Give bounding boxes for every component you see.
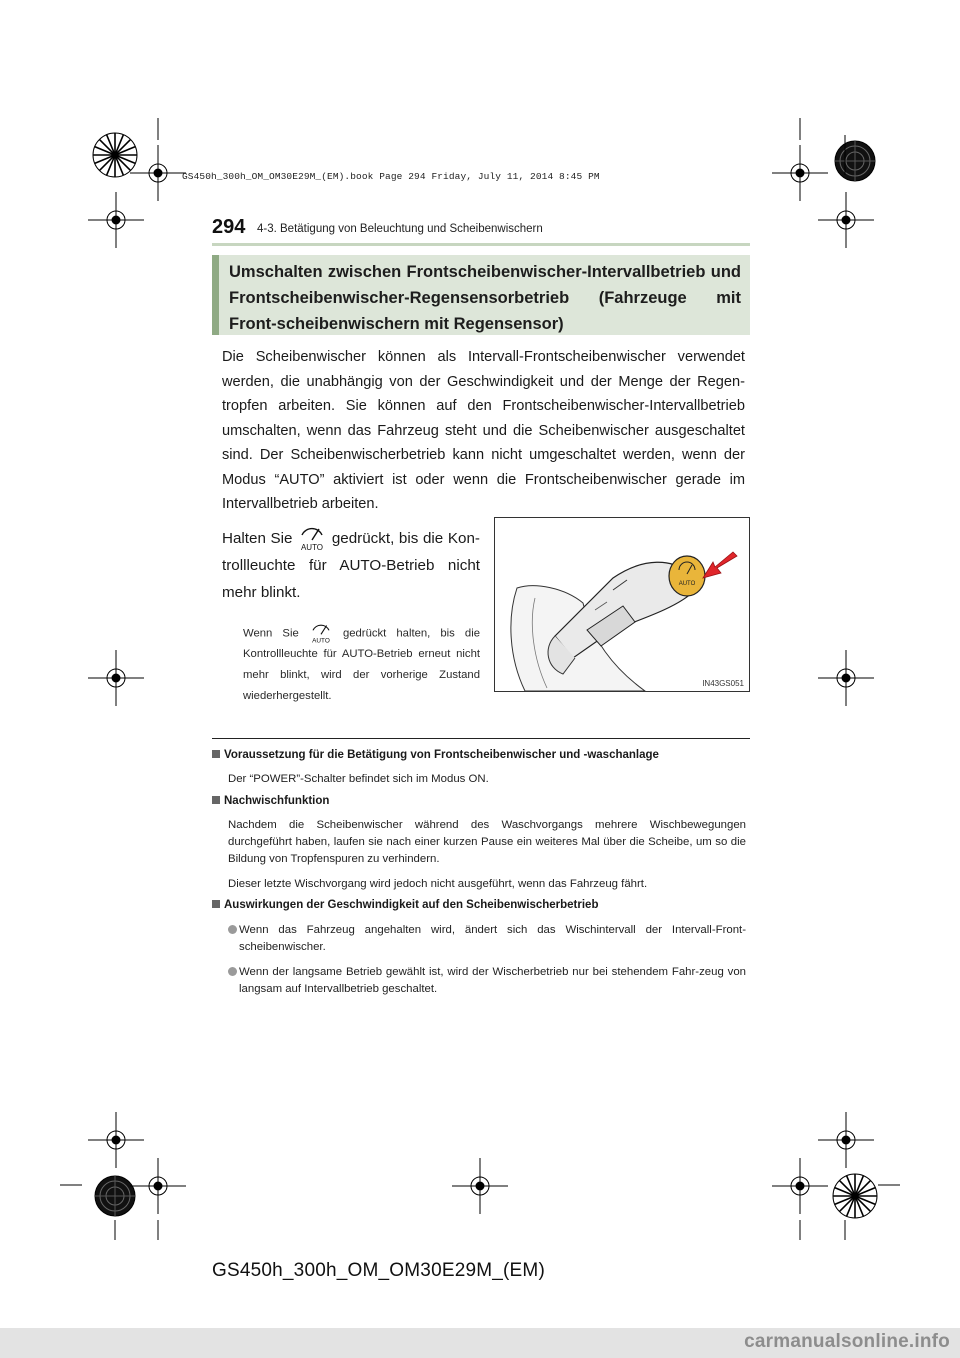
note-text-operation-condition: Der “POWER”-Schalter befindet sich im Modus ON.	[228, 773, 489, 785]
auto-icon-label: AUTO	[301, 542, 324, 552]
bullet-item-speed-1	[228, 922, 746, 956]
note-text-after-wipe: Nachdem die Scheibenwischer während des Waschvorgangs mehrere Wischbewegungen durchgeführt haben, laufen sie nach einer kurzen Pause ein weiteres Mal über die Scheibe, um so die Bildung von Tropfenspuren zu verhindern.	[228, 819, 746, 865]
figure-code: IN43GS051	[702, 679, 744, 688]
note-text-after: gedrückt halten, bis die Kontrollleuchte für AUTO-Betrieb erneut nicht mehr blinkt, wird der vorherige Zustand wiederhergestellt.	[243, 627, 481, 703]
section-heading-box	[212, 255, 750, 335]
note-heading-operation-condition	[212, 749, 659, 761]
watermark-text: carmanualsonline.info	[744, 1331, 950, 1352]
header-rule	[212, 243, 750, 246]
bullet-item-speed-2	[228, 964, 746, 998]
intro-paragraph: Die Scheibenwischer können als Intervall-Frontscheibenwischer verwendet werden, die unabhängig von der Geschwindigkeit und der Menge der Regen-tropfen arbeiten. Sie können auf den Frontscheibenwischer-Intervallbetrieb umschalten, wenn das Fahrzeug steht und die Scheibenwischer ausgeschaltet sind. Der Scheibenwischerbetrieb kann nicht umgeschaltet werden, wenn der Modus “AUTO” aktiviert ist oder wenn die Frontscheibenwischer gerade im Intervallbetrieb arbeiten.	[222, 349, 745, 512]
note-heading-text: Nachwischfunktion	[224, 795, 330, 807]
section-separator	[212, 738, 750, 739]
section-title: Umschalten zwischen Frontscheibenwischer-Intervallbetrieb und Frontscheibenwischer-Regensensorbetrieb (Fahrzeuge mit Front-scheibenwischern mit Regensensor)	[229, 263, 741, 333]
instruction-step	[222, 525, 480, 606]
note-heading-text: Voraussetzung für die Betätigung von Frontscheibenwischer und -waschanlage	[224, 749, 659, 761]
step-text-before: Halten Sie	[222, 530, 293, 547]
knob-label: AUTO	[678, 581, 696, 587]
square-bullet-icon	[212, 796, 220, 804]
square-bullet-icon	[212, 900, 220, 908]
document-footer-code: GS450h_300h_OM_OM30E29M_(EM)	[212, 1260, 545, 1281]
round-bullet-icon	[228, 925, 237, 934]
round-bullet-icon	[228, 967, 237, 976]
note-heading-text: Auswirkungen der Geschwindigkeit auf den Scheibenwischerbetrieb	[224, 899, 599, 911]
square-bullet-icon	[212, 750, 220, 758]
note-heading-after-wipe	[212, 795, 329, 807]
bullet-text: Wenn das Fahrzeug angehalten wird, ändert sich das Wischintervall der Intervall-Front-scheibenwischer.	[239, 924, 746, 953]
instruction-note	[243, 623, 480, 707]
running-header: 4-3. Betätigung von Beleuchtung und Scheibenwischern	[257, 223, 543, 235]
step-text-after: gedrückt, bis die Kon-trollleuchte für AUTO-Betrieb nicht mehr blinkt.	[222, 530, 480, 601]
watermark-bar	[0, 1328, 960, 1358]
book-file-info: GS450h_300h_OM_OM30E29M_(EM).book Page 294 Friday, July 11, 2014 8:45 PM	[182, 171, 600, 182]
page-number: 294	[212, 216, 246, 238]
note-text-before: Wenn Sie	[243, 627, 299, 640]
auto-icon-label-small: AUTO	[312, 637, 330, 644]
wiper-lever-illustration	[494, 517, 750, 692]
note-heading-speed-effect	[212, 899, 598, 911]
auto-rain-sensor-icon-small	[309, 623, 333, 644]
bullet-text: Wenn der langsame Betrieb gewählt ist, wird der Wischerbetrieb nur bei stehendem Fahr-zeug von langsam auf Intervallbetrieb geschaltet.	[239, 966, 746, 995]
wiper-lever-drawing	[495, 518, 749, 691]
auto-rain-sensor-icon	[297, 526, 327, 552]
note-text-after-wipe-2: Dieser letzte Wischvorgang wird jedoch nicht ausgeführt, wenn das Fahrzeug fährt.	[228, 878, 648, 890]
